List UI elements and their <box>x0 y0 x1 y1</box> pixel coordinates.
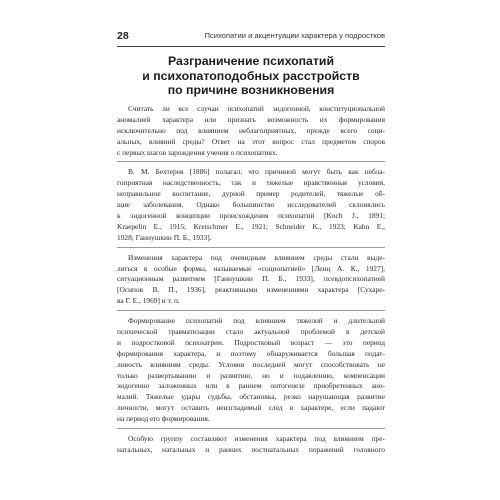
text-line: Особую группу составляют изменения характера под влиянием пре- <box>128 434 385 444</box>
section-heading-line: Разграничение психопатий <box>167 54 335 68</box>
text-line: исключительно под влиянием неблагоприятных, прежде всего соци- <box>117 125 385 135</box>
text-line: ва Г. Е., 1969] и т. п. <box>117 296 180 306</box>
paragraph <box>117 253 385 307</box>
section-heading-line: и психопатоподобных расстройств <box>142 68 360 83</box>
text-line: ливость влияниям среды. Условия последней могут способствовать не <box>117 359 385 369</box>
text-line: гоприятная наследственность, так и тяжелые нравственные условия, <box>117 178 385 188</box>
body-text <box>117 104 385 456</box>
paragraph <box>117 316 385 425</box>
paragraph-divider <box>117 310 385 311</box>
text-line: Формирование психопатий под влиянием тяжелой и длительной <box>128 316 385 326</box>
paragraph <box>117 434 385 456</box>
text-line: 1928; Ганнушкин П. Б., 1933]. <box>117 232 212 242</box>
paragraph-divider <box>117 428 385 429</box>
text-line: аномалией характера или признать возможность их формирования <box>117 114 385 124</box>
text-line: Считать ли все случаи психопатий эндогенной, конституциональной <box>128 104 385 113</box>
paragraph <box>117 167 385 243</box>
paragraph-divider <box>117 161 385 162</box>
text-line: [Осипов В. П., 1936], реактивными изменениями характера [Сухаре- <box>117 285 385 295</box>
text-line: к эндогенной концепции происхождения психопатий [Koch J., 1891; <box>117 211 385 221</box>
running-title: Психопатии и акцентуации характера у подростков <box>204 31 385 40</box>
text-line: малий. Тяжелые удары судьбы, обстановка, резко нарушающая развитие <box>117 392 385 402</box>
text-line: В. М. Бехтерев [1886] полагал, что причиной могут быть как небла- <box>128 167 385 177</box>
text-line: и подростковой психиатрии. Подростковый возраст — это период <box>117 337 385 347</box>
section-heading-line: по причине возникновения <box>167 83 335 97</box>
text-line: только развертыванию и развитию, но и подавлению, компенсации <box>117 370 385 380</box>
header-rule <box>117 46 385 47</box>
text-line: неправильное воспитание, дурной пример родителей, тяжелые об- <box>117 189 385 199</box>
paragraph-divider <box>117 247 385 248</box>
text-line: с первых шагов зарождения учения о психопатиях. <box>117 147 278 157</box>
text-line: альных, влияний среды? Ответ на этот вопрос стал предметом споров <box>117 136 385 146</box>
text-line: Изменения характера под очевидным влиянием среды стали выде- <box>128 252 385 262</box>
paragraph <box>117 104 385 158</box>
text-line: психической травматизации стало актуальной проблемой в детской <box>117 327 385 337</box>
text-line: личности, могут оставить неизгладимый след в характере, если падают <box>117 403 385 413</box>
text-line: Kraepelin E., 1915; Kretschmer E., 1921; Schneider K., 1923; Kahn E., <box>117 221 385 231</box>
text-line: щие заболевания. Однако большинство исследователей склонялись <box>117 200 385 210</box>
page-number: 28 <box>117 30 129 42</box>
section-heading <box>117 54 385 98</box>
text-line: формирования характера, и поэтому обнаруживается большая подат- <box>117 348 385 358</box>
page-header <box>117 29 385 45</box>
text-line: ситуационным развитием [Ганнушкин П. Б., 1933], псевдопсихопатией <box>117 274 385 284</box>
text-line: на период его формирования. <box>117 414 210 424</box>
text-line: ляться в особые формы, называемые «социопатией» [Ленц А. К., 1927], <box>117 263 385 273</box>
text-line: натальных, натальных и ранних постнатальных поражений головного <box>117 444 385 454</box>
text-line: эндогенно заложенных или в раннем онтогенезе приобретенных ано- <box>117 381 385 391</box>
